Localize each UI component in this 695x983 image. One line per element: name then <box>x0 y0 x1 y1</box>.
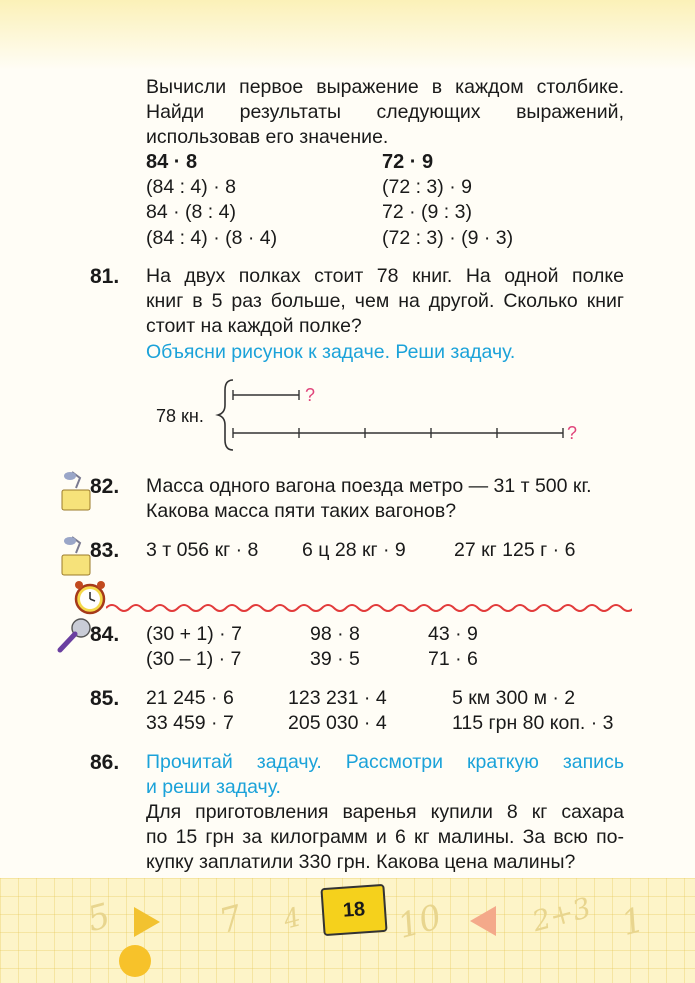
task86-line-2: по 15 грн за килограмм и 6 кг малины. За всю по- <box>146 826 624 848</box>
decor-number: 4 <box>280 902 305 936</box>
long-segment <box>233 428 563 438</box>
task81-line-2: книг в 5 раз больше, чем на другой. Сколько книг <box>146 290 624 312</box>
task84-item: 39 · 5 <box>310 648 360 670</box>
task-number-84: 84. <box>90 623 120 646</box>
page-number-badge <box>320 884 387 936</box>
microphone-icon <box>54 616 94 656</box>
task83-item: 3 т 056 кг · 8 <box>146 539 259 561</box>
page-number: 18 <box>342 897 366 922</box>
task86-line-1: Для приготовления варенья купили 8 кг сахара <box>146 801 624 823</box>
task85-item: 21 245 · 6 <box>146 687 234 709</box>
intro-line-2: Найди результаты следующих выражений, <box>146 101 624 123</box>
task85-item: 123 231 · 4 <box>288 687 387 709</box>
segment-diagram <box>215 375 595 455</box>
circle-decor-icon <box>118 944 152 978</box>
task82-line-2: Какова масса пяти таких вагонов? <box>146 500 457 522</box>
task85-item: 205 030 · 4 <box>288 712 387 734</box>
diagram-question-short: ? <box>305 385 316 405</box>
task81-instruction: Объясни рисунок к задаче. Реши задачу. <box>146 341 516 363</box>
task84-item: 71 · 6 <box>428 648 478 670</box>
wavy-divider <box>106 600 632 616</box>
decor-number: 7 <box>215 897 247 943</box>
top-decor-band <box>0 0 695 70</box>
expr-col1-main: 84 · 8 <box>146 151 198 173</box>
task-number-83: 83. <box>90 539 120 562</box>
short-segment <box>233 390 299 400</box>
expr-col1-item: 84 · (8 : 4) <box>146 201 236 223</box>
task86-instruction-2: и реши задачу. <box>146 776 281 798</box>
task86-instruction-1: Прочитай задачу. Рассмотри краткую запись <box>146 751 624 773</box>
expr-col1-item: (84 : 4) · (8 · 4) <box>146 227 278 249</box>
task81-line-1: На двух полках стоит 78 книг. На одной полке <box>146 265 624 287</box>
task84-item: (30 + 1) · 7 <box>146 623 242 645</box>
diagram-total-label: 78 кн. <box>156 406 204 426</box>
triangle-decor-icon <box>468 904 498 938</box>
task-number-85: 85. <box>90 687 120 710</box>
task86-line-3: купку заплатили 330 грн. Какова цена малины? <box>146 851 576 873</box>
decor-number: 2+3 <box>528 890 595 939</box>
task83-item: 6 ц 28 кг · 9 <box>302 539 406 561</box>
task85-item: 115 грн 80 коп. · 3 <box>452 712 614 734</box>
task-number-82: 82. <box>90 475 120 498</box>
task81-line-3: стоит на каждой полке? <box>146 315 362 337</box>
task84-item: 43 · 9 <box>428 623 478 645</box>
intro-line-3: использовав его значение. <box>146 126 389 148</box>
task85-item: 5 км 300 м · 2 <box>452 687 576 709</box>
lamp-book-icon <box>58 535 94 577</box>
alarm-clock-icon <box>72 578 108 616</box>
diagram-brace <box>218 380 233 450</box>
task84-item: (30 – 1) · 7 <box>146 648 242 670</box>
decor-number: 1 <box>617 899 649 945</box>
diagram-question-long: ? <box>567 423 578 443</box>
expr-col2-item: 72 · (9 : 3) <box>382 201 472 223</box>
task85-item: 33 459 · 7 <box>146 712 234 734</box>
task-number-81: 81. <box>90 265 120 288</box>
expr-col2-item: (72 : 3) · (9 · 3) <box>382 227 514 249</box>
task84-item: 98 · 8 <box>310 623 360 645</box>
decor-number: 5 <box>83 895 115 941</box>
task83-item: 27 кг 125 г · 6 <box>454 539 576 561</box>
intro-line-1: Вычисли первое выражение в каждом столбике. <box>146 76 624 98</box>
expr-col2-main: 72 · 9 <box>382 151 434 173</box>
triangle-decor-icon <box>132 905 162 939</box>
expr-col2-item: (72 : 3) · 9 <box>382 176 472 198</box>
task82-line-1: Масса одного вагона поезда метро — 31 т 500 кг. <box>146 475 592 497</box>
task-number-86: 86. <box>90 751 120 774</box>
lamp-book-icon <box>58 470 94 512</box>
decor-number: 10 <box>393 897 446 947</box>
expr-col1-item: (84 : 4) · 8 <box>146 176 236 198</box>
